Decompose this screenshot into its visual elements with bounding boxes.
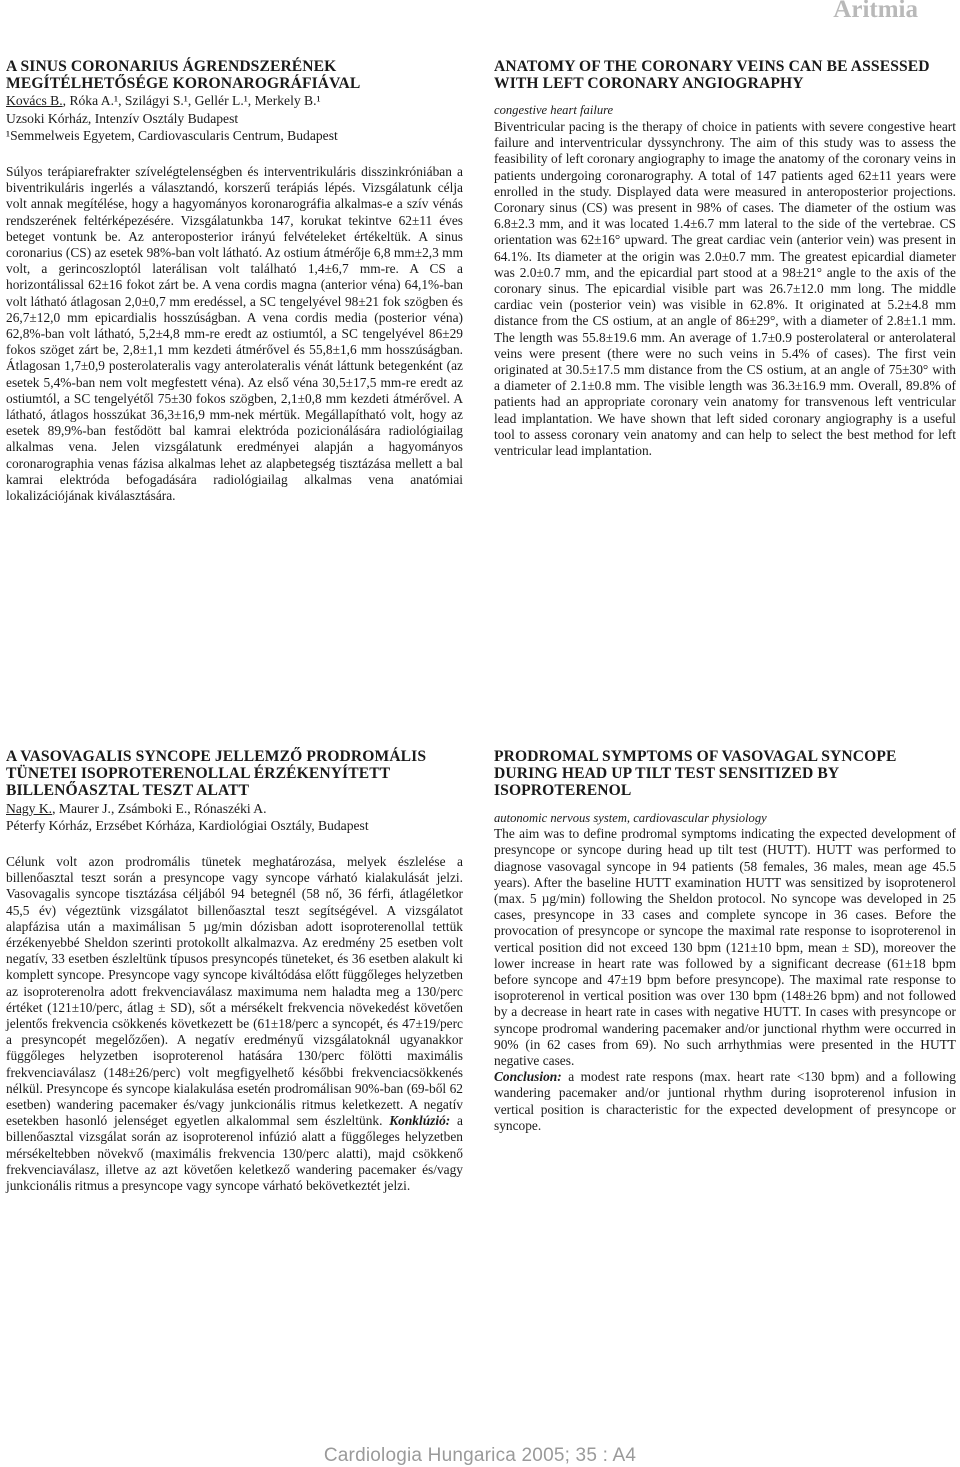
- keywords: congestive heart failure: [494, 103, 614, 118]
- affiliation-secondary: ¹Semmelweis Egyetem, Cardiovascularis Centrum, Budapest: [6, 127, 338, 143]
- abstract-body: [494, 826, 956, 1134]
- author-list: [6, 92, 463, 109]
- abstract-text: The aim was to define prodromal symptoms indicating the expected development of presyncope or syncope during head up tilt test (HUTT). HUTT was performed to diagnose vasovagal syncope in 94 patients (58 females, 36 males, mean age 45.5 years). After the baseline HUTT examination HUTT was sensitized by isoprotenerol (max. 5 µg/min) following the Sheldon protocol. No syncope was developed in 25 cases, presyncope in 33 cases and complete syncope in 36 cases. Before the provocation of presyncope or syncope the maximal rate response to isoproterenol in vertical position did not exceed 130 bpm (121±10 bpm, mean ± SD), moreover the lower increase in heart rate was followed by a significant decrease (61±18 bpm before syncope and 47±19 bpm before presyncope). The maximal rate response to isoproterenol in vertical position was over 130 bpm (148±26 bpm) and not followed by a decrease in heart rate in cases with negative HUTT. In cases with presyncope or syncope prodromal wandering pacemaker and/or junctional rhythm were occurred in 90% (in 62 cases from 69). No such arrhythmias were presented in the HUTT negative cases.: [494, 826, 956, 1068]
- first-author: Kovács B.: [6, 93, 63, 109]
- article-title: PRODROMAL SYMPTOMS OF VASOVAGAL SYNCOPE DURING HEAD UP TILT TEST SENSITIZED BY ISOPROTERENOL: [494, 748, 897, 800]
- co-authors: , Róka A.¹, Szilágyi S.¹, Gellér L.¹, Merkely B.¹: [62, 93, 321, 109]
- article-title: ANATOMY OF THE CORONARY VEINS CAN BE ASSESSED WITH LEFT CORONARY ANGIOGRAPHY: [494, 58, 930, 93]
- co-authors: , Maurer J., Zsámboki E., Rónaszéki A.: [52, 800, 267, 816]
- abstract-body: [6, 854, 463, 1194]
- abstract-coronary-veins-en: [494, 58, 956, 459]
- conclusion-text: a billenőasztal vizsgálat során az isoproterenol infúzió alatt a függőleges helyzetben mérsékeltebben növekvő (maximális frekvencia 130/perc alatti), majd csökkenő frekvenciaválasz, illetve az azt követően keletkező wandering pacemaker és/vagy junkcionális ritmus a presyncope vagy syncope várható bekövetkeztét jelzi.: [6, 1113, 463, 1194]
- article-title: A SINUS CORONARIUS ÁGRENDSZERÉNEK MEGÍTÉLHETŐSÉGE KORONAROGRÁFIÁVAL: [6, 58, 361, 93]
- abstract-prodromal-symptoms-en: [494, 748, 956, 1134]
- keywords: autonomic nervous system, cardiovascular physiology: [494, 810, 767, 825]
- affiliation: Uzsoki Kórház, Intenzív Osztály Budapest: [6, 110, 239, 126]
- abstract-body: Biventricular pacing is the therapy of choice in patients with severe congestive heart failure and interventricular dyssynchrony. The aim of this study was to assess the feasibility of left coronary angiography to image the anatomy of the coronary veins in patients undergoing coronarography. A total of 147 patients aged 62±11 years were enrolled in the study. Displayed data were measured in anteroposterior projections. Coronary sinus (CS) was present in 98% of cases. The diameter of the ostium was 6.8±2.3 mm, and it was located 1.4±6.7 mm lateral to the side of the vertebrae. CS orientation was 62±16° upward. The great cardiac vein (anterior vein) was present in 64.1%. Its diameter at the origin was 2.0±0.7 mm. The greatest epicardial diameter was 2.0±0.7 mm, and the epicardial part stood at a 98±21° angle to the axis of the coronary sinus. The epicardial visible part was 26.7±12.0 mm long. The middle cardiac vein (posterior vein) was visible in 62.8%. It originated at 5.2±4.8 mm distance from the CS ostium, at an angle of 86±29°, with a diameter of 2.8±1.1 mm. The length was 55.8±19.6 mm. An average of 1.7±0.9 posterolateral or anterolateral veins were present (there were no such veins in 5.4% of cases). The first vein originated at 30.5±17.5 mm distance from the CS ostium, at an angle of 75±30° with a diameter of 2.1±0.8 mm. The visible length was 36.3±16.9 mm. Overall, 89.8% of patients had an appropriate coronary vein anatomy for transvenous left ventricular lead implantation. We have shown that left sided coronary angiography is a useful tool to assess coronary vein anatomy and can help to select the best method for left ventricular lead implantation.: [494, 118, 956, 458]
- conclusion-text: a modest rate respons (max. heart rate <130 bpm) and a following wandering pacemaker and/or juntional rhythm during isoproterenol infusion in vertical position is characteristic for the expected development of presyncope or syncope.: [494, 1069, 956, 1133]
- first-author: Nagy K.: [6, 800, 53, 816]
- author-list: [6, 800, 463, 817]
- abstract-coronary-sinus-hu: [6, 58, 463, 504]
- journal-citation: Cardiologia Hungarica 2005; 35 : A4: [323, 1445, 637, 1466]
- abstract-text: Célunk volt azon prodromális tünetek meghatározása, melyek észlelése a billenőasztal teszt során a presyncope vagy syncope várható kialakulását jelzi. Vasovagalis syncope tisztázása céljából 94 betegnél (58 nő, 36 férfi, átlagéletkor 45,5 év) végeztünk vizsgálatot billenőasztal teszt segítségével. A vizsgálatot alapfázisa után a maximálisan 5 µg/min dózisban adott isoproterenollal tettük érzékenyebbé Sheldon szerinti protokollt alkalmazva. Az eredmény 25 esetben volt negatív, 33 esetben észleltünk típusos presyncopés tüneteket, és 36 esetben alakult ki komplett syncope. Presyncope vagy syncope kiváltódása előtt függőleges helyzetben az isoproterenolra adott frekvenciaválasz maximuma nem haladta meg a 130/perc értéket (121±10/perc, átlag ± SD), sőt a mérsékelt frekvencia növekedést követően jelentős frekvencia csökkenés következett be (61±18/perc a syncopét, és 47±19/perc a presyncopét megelőzően). A negatív eredményű vizsgálatoknál ugyanakkor függőleges helyzetben isoproterenol hatására 130/perc fölötti maximális frekvenciaválasz (148±26/perc) volt megfigyelhető későbbi frekvenciacsökkenés nélkül. Presyncope és syncope kialakulása esetén prodromálisan 90%-ban (69-ből 62 esetben) wandering pacemaker és/vagy junkcionális ritmus keletkezett. A negatív esetekben hasonló jelenséget egyetlen alkalommal sem észleltünk.: [6, 854, 463, 1129]
- abstract-body: Súlyos terápiarefrakter szívelégtelenségben és interventrikuláris disszinkróniában a biventrikuláris ingerlés a választandó, korszerű terápiás lépés. Vizsgálatunk célja volt annak megítélése, hogy a hagyományos koronarográfia alkalmas-e a szív vénás rendszerének feltérképezésére. Vizsgálatunkba 147, korukat tekintve 62±11 éves beteget vontunk be. Az anteroposterior irányú felvételeket értékeltük. A sinus coronarius (CS) az esetek 98%-ban volt látható. Az ostium átmérője 6,8 mm±2,3 mm volt, a gerincoszloptól laterálisan volt található 1,4±6,7 mm-re. A CS a horizontálissal 62±16 fokot zárt be. A vena cordis magna (anterior véna) 64,1%-ban volt látható átlagosan 2,0±0,7 mm eredéssel, a SC tengelyével 98±21 fok szögben és 26,7±12,0 mm epicardialis hosszúságban. A vena cordis media (posterior véna) 62,8%-ban volt látható, 5,2±4,8 mm-re eredt az ostiumtól, a SC tengelyével 86±29 fokos szöget zárt be, 2,8±1,1 mm kezdeti átmérővel és 55,8±1,6 mm hosszúságban. Átlagosan 1,7±0,9 posterolateralis vagy anterolateralis vénát láttunk betegenként (az esetek 5,4%-ban nem volt megfestett véna). Az első véna 30,5±17,5 mm-re eredt az ostiumtól, a SC tengelyétől 75±30 fokos szögben, 2,1±0,8 mm kezdeti átmérővel. A látható, átlagos hosszúkat 36,3±16,9 mm-nek mértük. Megállapítható volt, hogy az esetek 89,9%-ban festődött bal kamrai elektróda pozicionálására radiológiailag alkalmas vena. Jelen vizsgálatunk eredményei alapján a hagyományos coronarographia venas fázisa alkalmas lehet az alapbetegség tisztázása mellett a bal kamrai elektróda befogadására radiológiailag alkalmas vena anatómiai lokalizációjának kiválasztására.: [6, 164, 463, 504]
- abstract-vasovagal-syncope-hu: [6, 748, 463, 1194]
- article-title: A VASOVAGALIS SYNCOPE JELLEMZŐ PRODROMÁLIS TÜNETEI ISOPROTERENOLLAL ÉRZÉKENYÍTETT BILLENŐASZTAL TESZT ALATT: [6, 748, 427, 800]
- section-title: Aritmia: [833, 0, 918, 23]
- affiliation: Péterfy Kórház, Erzsébet Kórháza, Kardiológiai Osztály, Budapest: [6, 817, 369, 833]
- conclusion-label: Konklúzió:: [389, 1113, 451, 1129]
- conclusion-label: Conclusion:: [494, 1069, 562, 1085]
